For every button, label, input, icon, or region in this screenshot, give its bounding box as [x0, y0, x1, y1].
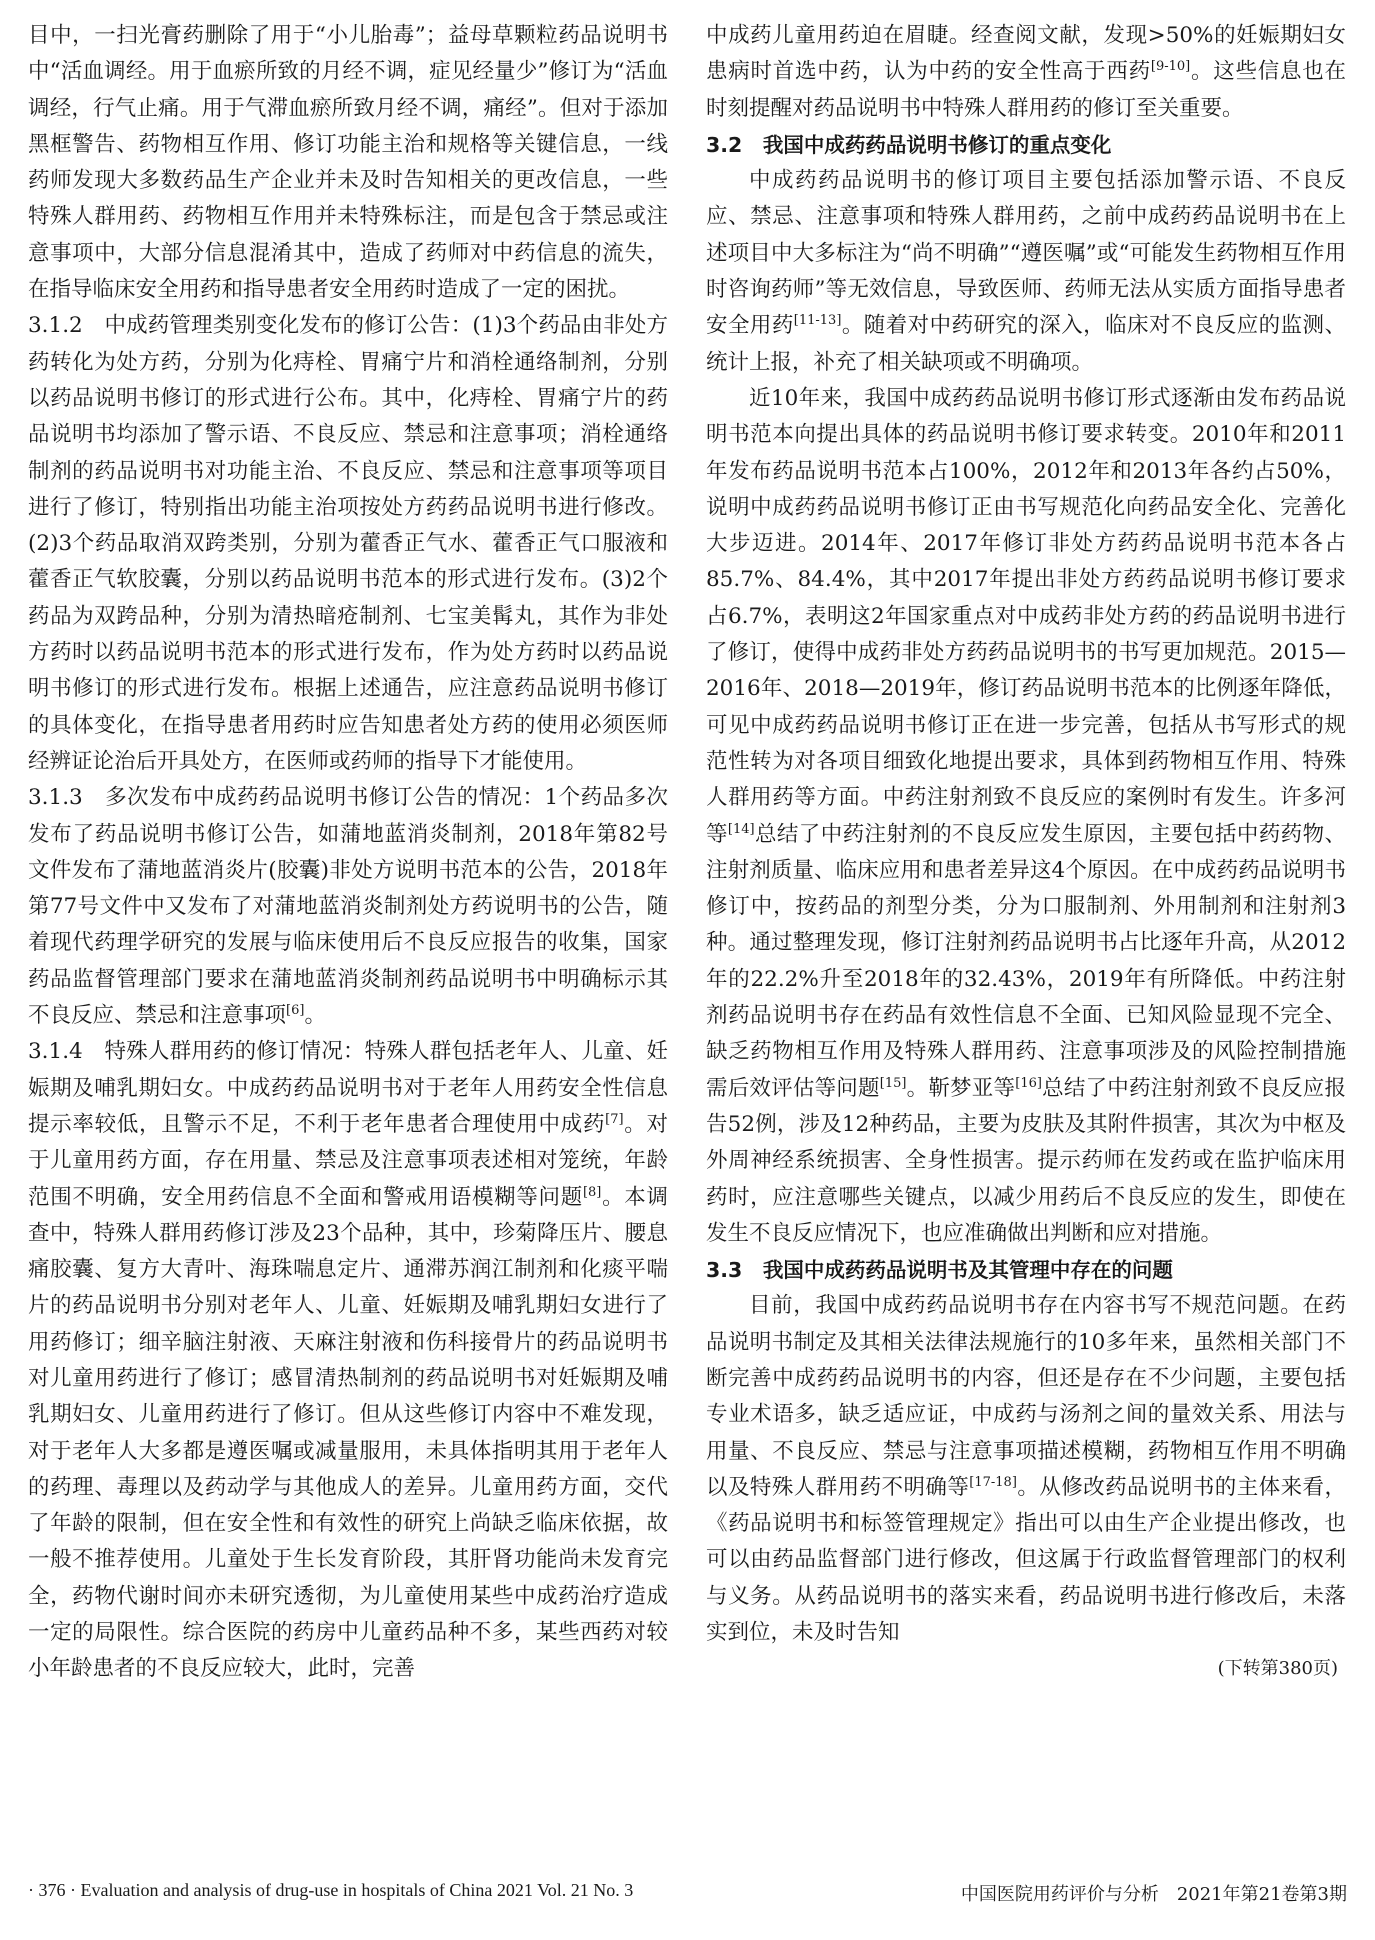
paragraph-3-1-2: 3.1.2 中成药管理类别变化发布的修订公告：(1)3个药品由非处方药转化为处方药，分别为化痔栓、胃痛宁片和消栓通络制剂，分别以药品说明书修订的形式进行公布。其中，化痔栓、胃痛宁片的药品说明书均添加了警示语、不良反应、禁忌和注意事项；消栓通络制剂的药品说明书对功能主治、不良反应、禁忌和注意事项等项目进行了修订，特别指出功能主治项按处方药药品说明书进行修改。(2)3个药品取消双跨类别，分别为藿香正气水、藿香正气口服液和藿香正气软胶囊，分别以药品说明书范本的形式进行发布。(3)2个药品为双跨品种，分别为清热暗疮制剂、七宝美髯丸，其作为非处方药时以药品说明书范本的形式进行发布，作为处方药时以药品说明书修订的形式进行发布。根据上述通告，应注意药品说明书修订的具体变化，在指导患者用药时应告知患者处方药的使用必须医师经辨证论治后开具处方，在医师或药师的指导下才能使用。: [28, 313, 668, 774]
ref-11-13: [11-13]: [793, 313, 842, 329]
text: 。从修改药品说明书的主体来看，《药品说明书和标签管理规定》指出可以由生产企业提出修改，也可以由药品监督部门进行修改，但这属于行政监督管理部门的权利与义务。从药品说明书的落实来看，药品说明书进行修改后，未落实到位，未及时告知: [706, 1474, 1346, 1646]
text: 总结了中药注射剂致不良反应报告52例，涉及12种药品，主要为皮肤及其附件损害，其次为中枢及外周神经系统损害、全身性损害。提示药师在发药或在监护临床用药时，应注意哪些关键点，以减少用药后不良反应的发生，即使在发生不良反应情况下，也应准确做出判断和应对措施。: [706, 1075, 1346, 1246]
text: 。本调查中，特殊人群用药修订涉及23个品种，其中，珍菊降压片、腰息痛胶囊、复方大青叶、海珠喘息定片、通滞苏润江制剂和化痰平喘片的药品说明书分别对老年人、儿童、妊娠期及哺乳期妇女进行了用药修订；细辛脑注射液、天麻注射液和伤科接骨片的药品说明书对儿童用药进行了修订；感冒清热制剂的药品说明书对妊娠期及哺乳期妇女、儿童用药进行了修订。但从这些修订内容中不难发现，对于老年人大多都是遵医嘱或减量服用，未具体指明其用于老年人的药理、毒理以及药动学与其他成人的差异。儿童用药方面，交代了年龄的限制，但在安全性和有效性的研究上尚缺乏临床依据，故一般不推荐使用。儿童处于生长发育阶段，其肝肾功能尚未发育完全，药物代谢时间亦未研究透彻，为儿童使用某些中成药治疗造成一定的局限性。综合医院的药房中儿童药品种不多，某些西药对较小年龄患者的不良反应较大，此时，完善: [28, 1184, 668, 1682]
ref-15: [15]: [879, 1075, 907, 1091]
footer-left: · 376 · Evaluation and analysis of drug-use in hospitals of China 2021 Vol. 21 No. 3: [28, 1880, 634, 1900]
paragraph-3-3: [706, 1288, 1346, 1651]
left-column: [28, 18, 668, 1688]
ref-17-18: [17-18]: [969, 1474, 1017, 1490]
text: 总结了中药注射剂的不良反应发生原因，主要包括中药药物、注射剂质量、临床应用和患者差异这4个原因。在中成药药品说明书修订中，按药品的剂型分类，分为口服制剂、外用制剂和注射剂3种。通过整理发现，修订注射剂药品说明书占比逐年升高，从2012年的22.2%升至2018年的32.43%，2019年有所降低。中药注射剂药品说明书存在药品有效性信息不全面、已知风险显现不完全、缺乏药物相互作用及特殊人群用药、注意事项涉及的风险控制措施需后效评估等问题: [706, 821, 1346, 1101]
text: 近10年来，我国中成药药品说明书修订形式逐渐由发布药品说明书范本向提出具体的药品说明书修订要求转变。2010年和2011年发布药品说明书范本占100%，2012年和2013年各约占50%，说明中成药药品说明书修订正由书写规范化向药品安全化、完善化大步迈进。2014年、2017年修订非处方药药品说明书范本各占85.7%、84.4%，其中2017年提出非处方药药品说明书修订要求占6.7%，表明这2年国家重点对中成药非处方药的药品说明书进行了修订，使得中成药非处方药药品说明书的书写更加规范。2015—2016年、2018—2019年，修订药品说明书范本的比例逐年降低，可见中成药药品说明书修订正在进一步完善，包括从书写形式的规范性转为对各项目细致化地提出要求，具体到药物相互作用、特殊人群用药等方面。中药注射剂致不良反应的案例时有发生。许多河等: [706, 385, 1346, 847]
right-column: [706, 18, 1346, 1688]
continued-note: (下转第380页): [1217, 1658, 1338, 1680]
ref-6: [6]: [286, 1002, 305, 1018]
paragraph-3-1-3: [28, 780, 668, 1034]
ref-8: [8]: [582, 1184, 602, 1200]
ref-16: [16]: [1015, 1075, 1042, 1091]
ref-14: [14]: [727, 821, 755, 837]
section-heading-3-2: 3.2 我国中成药药品说明书修订的重点变化: [706, 132, 1112, 157]
page-footer: [28, 1880, 1347, 1906]
text: 中成药药品说明书的修订项目主要包括添加警示语、不良反应、禁忌、注意事项和特殊人群用药，之前中成药药品说明书在上述项目中大多标注为“尚不明确”“遵医嘱”或“可能发生药物相互作用时咨询药师”等无效信息，导致医师、药师无法从实质方面指导患者安全用药: [706, 168, 1346, 339]
paragraph-3-2-b: [706, 381, 1346, 1252]
paragraph-intro: 目中，一扫光膏药删除了用于“小儿胎毒”；益母草颗粒药品说明书中“活血调经。用于血瘀所致的月经不调，症见经量少”修订为“活血调经，行气止痛。用于气滞血瘀所致月经不调，痛经”。但对于添加黑框警告、药物相互作用、修订功能主治和规格等关键信息，一线药师发现大多数药品生产企业并未及时告知相关的更改信息，一些特殊人群用药、药物相互作用并未特殊标注，而是包含于禁忌或注意事项中，大部分信息混淆其中，造成了药师对中药信息的流失，在指导临床安全用药和指导患者安全用药时造成了一定的困扰。: [28, 23, 668, 303]
text: 3.1.3 多次发布中成药药品说明书修订公告的情况：1个药品多次发布了药品说明书修订公告，如蒲地蓝消炎制剂，2018年第82号文件发布了蒲地蓝消炎片(胶囊)非处方说明书范本的公告，2018年第77号文件中又发布了对蒲地蓝消炎制剂处方药说明书的公告，随着现代药理学研究的发展与临床使用后不良反应报告的收集，国家药品监督管理部门要求在蒲地蓝消炎制剂药品说明书中明确标示其不良反应、禁忌和注意事项: [28, 785, 668, 1029]
text: 。靳梦亚等: [906, 1075, 1016, 1101]
text: 。随着对中药研究的深入，临床对不良反应的监测、统计上报，补充了相关缺项或不明确项。: [706, 313, 1346, 375]
text: 。对于儿童用药方面，存在用量、禁忌及注意事项表述相对笼统，年龄范围不明确，安全用药信息不全面和警戒用语模糊等问题: [28, 1111, 668, 1210]
text: 。这些信息也在时刻提醒对药品说明书中特殊人群用药的修订至关重要。: [706, 59, 1346, 121]
ref-9-10: [9-10]: [1150, 59, 1191, 75]
text: 中成药儿童用药迫在眉睫。经查阅文献，发现>50%的妊娠期妇女患病时首选中药，认为中药的安全性高于西药: [706, 23, 1346, 85]
paragraph-continuation: [706, 18, 1346, 127]
ref-7: [7]: [605, 1111, 624, 1127]
paragraph-3-2-a: [706, 163, 1346, 381]
section-heading-3-3: 3.3 我国中成药药品说明书及其管理中存在的问题: [706, 1258, 1173, 1283]
text: 目前，我国中成药药品说明书存在内容书写不规范问题。在药品说明书制定及其相关法律法规施行的10多年来，虽然相关部门不断完善中成药药品说明书的内容，但还是存在不少问题，主要包括专业术语多，缺乏适应证，中成药与汤剂之间的量效关系、用法与用量、不良反应、禁忌与注意事项描述模糊，药物相互作用不明确以及特殊人群用药不明确等: [706, 1293, 1346, 1500]
text: 3.1.4 特殊人群用药的修订情况：特殊人群包括老年人、儿童、妊娠期及哺乳期妇女。中成药药品说明书对于老年人用药安全性信息提示率较低，且警示不足，不利于老年患者合理使用中成药: [28, 1039, 668, 1137]
paragraph-3-1-4: [28, 1034, 668, 1687]
footer-right: 中国医院用药评价与分析 2021年第21卷第3期: [960, 1884, 1347, 1905]
text: 。: [304, 1003, 326, 1029]
